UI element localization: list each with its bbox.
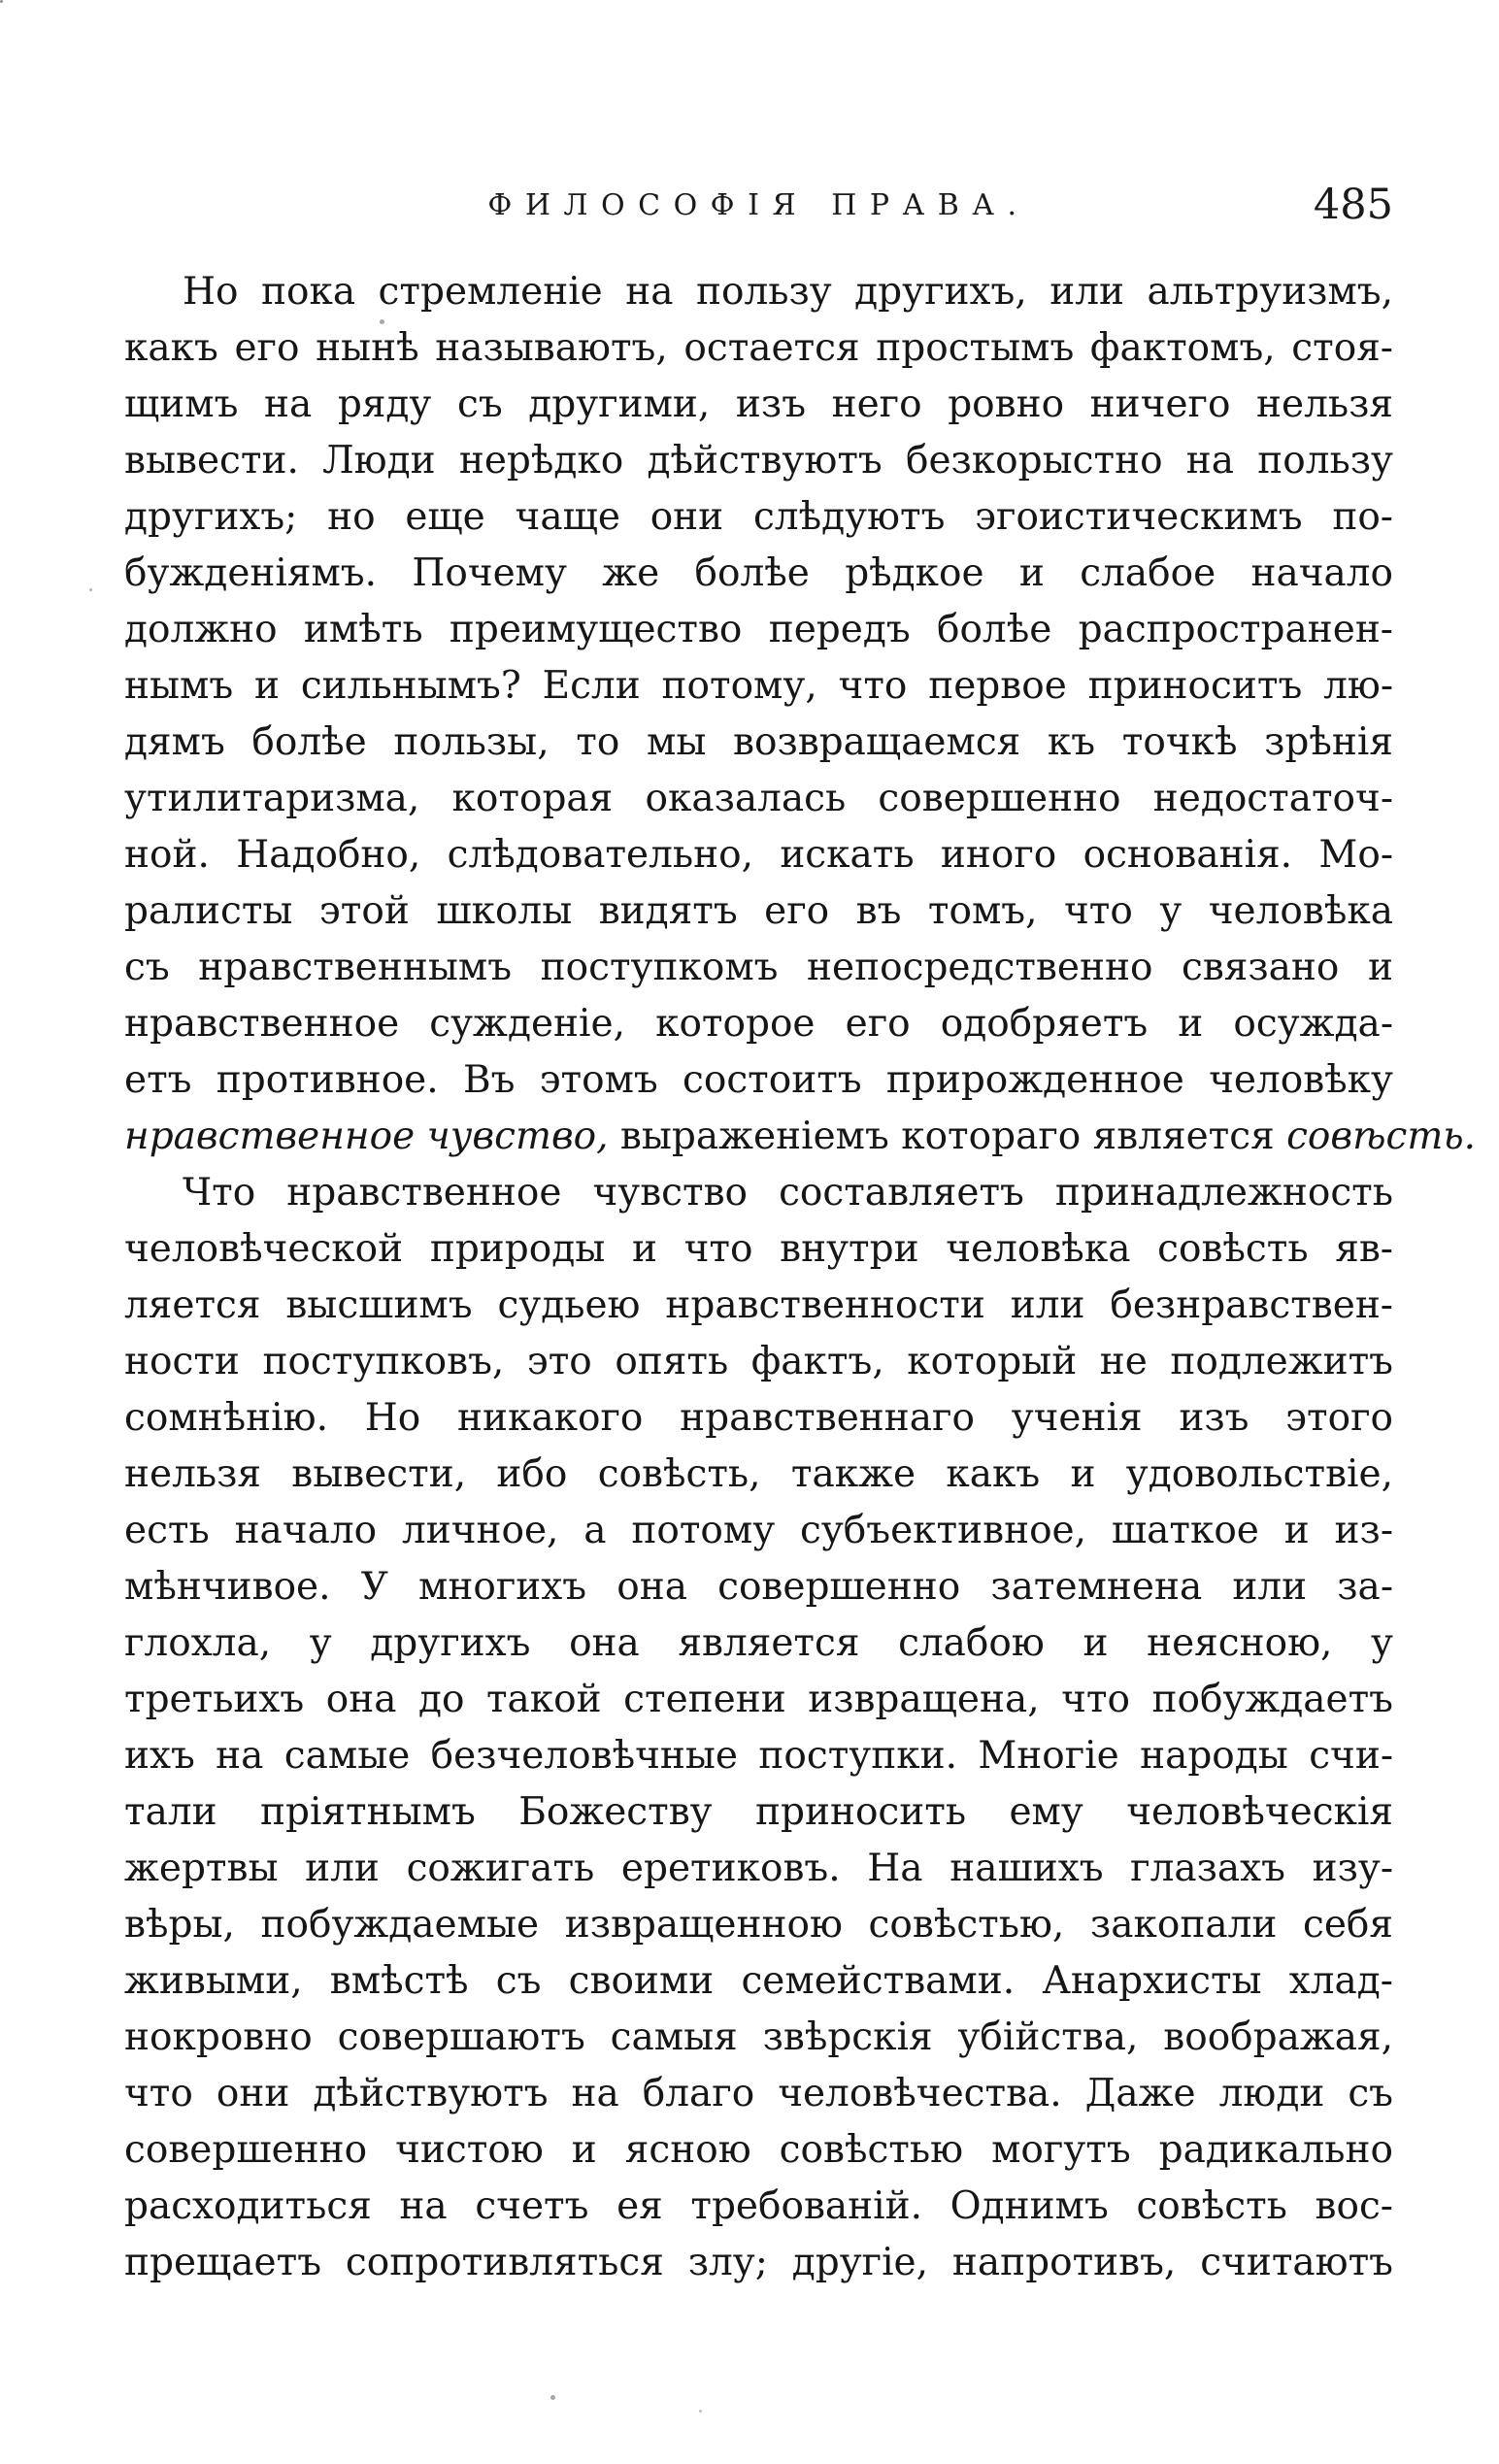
text-segment: бужденіямъ. Почему же болѣе рѣдкое и слабое начало [124,551,1393,595]
text-line [124,1052,1393,1109]
text-line [124,771,1393,827]
text-segment: вѣры, побуждаемые извращенною совѣстью, закопали себя [124,1903,1393,1947]
text-segment: глохла, у другихъ она является слабою и неясною, у [124,1621,1393,1665]
text-line [124,602,1393,658]
text-line [124,1615,1393,1672]
text-segment: человѣческой природы и что внутри человѣка совѣсть яв- [124,1227,1393,1271]
running-header [124,181,1393,229]
scan-speck [0,0,3,3]
text-line [124,1447,1393,1503]
page-number: 485 [1313,181,1393,229]
text-segment: ихъ на самые безчеловѣчные поступки. Многіе народы счи- [124,1734,1393,1778]
text-segment: выраженіемъ котораго является [608,1115,1287,1158]
text-line [124,2122,1393,2179]
text-segment: нокровно совершаютъ самыя звѣрскія убійства, воображая, [124,2015,1393,2059]
text-segment-italic: совѣсть. [1286,1115,1476,1158]
text-segment: вывести. Люди нерѣдко дѣйствуютъ безкорыстно на пользу [124,439,1393,483]
text-segment: мѣнчивое. У многихъ она совершенно затемнена или за- [124,1565,1393,1609]
text-line [124,264,1393,320]
text-line [124,546,1393,602]
text-line [124,940,1393,996]
text-line [124,1784,1393,1841]
text-line [124,1897,1393,1953]
text-line [124,2235,1393,2291]
text-segment: щимъ на ряду съ другими, изъ него ровно ничего нельзя [124,383,1393,426]
text-segment: должно имѣть преимущество передъ болѣе распространен- [124,608,1393,651]
text-segment: нравственное сужденіе, которое его одобряетъ и осужда- [124,1002,1393,1046]
text-line [124,715,1393,771]
text-line [124,883,1393,940]
text-segment: расходиться на счетъ ея требованій. Однимъ совѣсть вос- [124,2184,1393,2228]
text-segment: ляется высшимъ судьею нравственности или безнравствен- [124,1283,1393,1327]
text-segment: тали пріятнымъ Божеству приносить ему человѣческія [124,1790,1393,1834]
text-line [124,1221,1393,1278]
text-segment: сомнѣнію. Но никакого нравственнаго ученія изъ этого [124,1396,1393,1440]
text-line [124,1728,1393,1784]
text-line [124,1841,1393,1897]
text-segment: жертвы или сожигать еретиковъ. На нашихъ глазахъ изу- [124,1847,1393,1890]
text-line [124,1109,1476,1165]
text-segment: какъ его нынѣ называютъ, остается простымъ фактомъ, стоя- [124,326,1393,370]
text-line [124,2010,1393,2066]
text-line [124,489,1393,546]
page-text [124,264,1476,2291]
text-segment: нымъ и сильнымъ? Если потому, что первое приноситъ лю- [124,664,1393,708]
text-line [124,996,1393,1052]
text-segment: дямъ болѣе пользы, то мы возвращаемся къ точкѣ зрѣнія [124,720,1393,764]
text-segment: ралисты этой школы видятъ его въ томъ, что у человѣка [124,889,1393,933]
text-segment: есть начало личное, а потому субъективное, шаткое и из- [124,1509,1393,1552]
text-line [124,827,1393,883]
text-segment: Что нравственное чувство составляетъ принадлежность [183,1171,1393,1215]
text-line [124,1953,1393,2010]
text-line [124,377,1393,433]
text-segment: нельзя вывести, ибо совѣсть, также какъ и удовольствіе, [124,1452,1393,1496]
text-line [124,1334,1393,1390]
text-line [124,1278,1393,1334]
text-segment: прещаетъ сопротивляться злу; другіе, напротивъ, считаютъ [124,2241,1393,2284]
text-segment: етъ противное. Въ этомъ состоитъ прирожденное человѣку [124,1058,1393,1102]
text-line [124,2179,1393,2235]
text-line [124,320,1393,377]
text-segment: ной. Надобно, слѣдовательно, искать иного основанія. Мо- [124,833,1393,877]
header-title: ФИЛОСОФІЯ ПРАВА. [487,188,1030,222]
text-segment: ности поступковъ, это опять фактъ, который не подлежитъ [124,1340,1393,1383]
text-segment: что они дѣйствуютъ на благо человѣчества. Даже люди съ [124,2072,1393,2115]
text-line [124,1165,1393,1221]
text-line [124,433,1393,489]
text-line [124,1390,1393,1447]
text-segment: совершенно чистою и ясною совѣстью могутъ радикально [124,2128,1393,2172]
text-segment: третьихъ она до такой степени извращена, что побуждаетъ [124,1678,1393,1721]
text-line [124,1672,1393,1728]
text-segment: другихъ; но еще чаще они слѣдуютъ эгоистическимъ по- [124,495,1393,539]
text-segment: утилитаризма, которая оказалась совершенно недостаточ- [124,777,1393,820]
text-line [124,658,1393,715]
text-segment: живыми, вмѣстѣ съ своими семействами. Анархисты хлад- [124,1959,1393,2003]
text-line [124,1559,1393,1615]
text-segment: съ нравственнымъ поступкомъ непосредственно связано и [124,946,1393,989]
text-segment-italic: нравственное чувство, [124,1115,609,1158]
text-line [124,2066,1393,2122]
text-segment: Но пока стремленіе на пользу другихъ, или альтруизмъ, [183,270,1393,314]
text-line [124,1503,1393,1559]
